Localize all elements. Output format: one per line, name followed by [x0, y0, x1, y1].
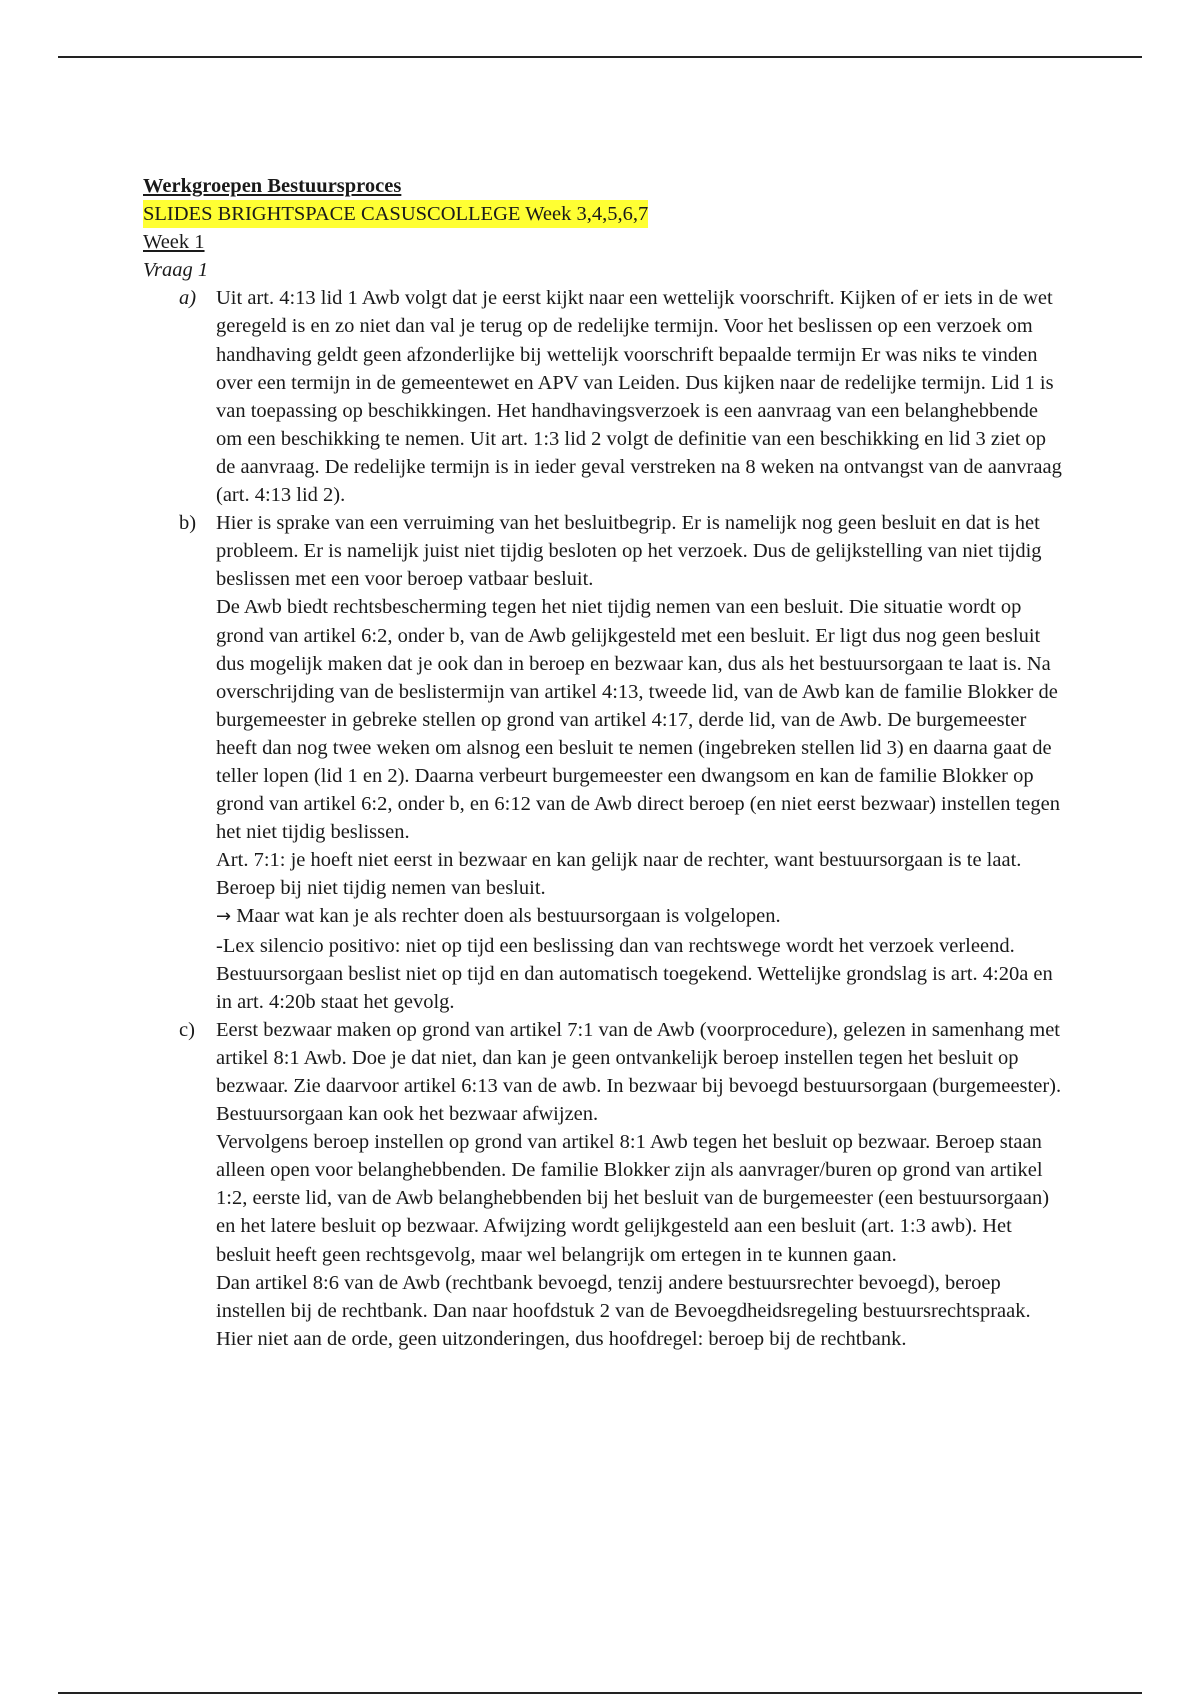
- answer-paragraph: Art. 7:1: je hoeft niet eerst in bezwaar en kan gelijk naar de rechter, want bestuursorgaan is te laat. Beroep bij niet tijdig nemen van besluit.: [216, 849, 1022, 900]
- week-heading: Week 1: [143, 231, 205, 254]
- answer-c: [143, 1016, 1063, 1353]
- slides-highlight: SLIDES BRIGHTSPACE CASUSCOLLEGE Week 3,4,5,6,7: [143, 200, 648, 228]
- answer-paragraph: Eerst bezwaar maken op grond van artikel 7:1 van de Awb (voorprocedure), gelezen in samenhang met artikel 8:1 Awb. Doe je dat niet, dan kan je geen ontvankelijk beroep instellen tegen het besluit op bezwaar. Zie daarvoor artikel 6:13 van de awb. In bezwaar bij bevoegd bestuursorgaan (burgemeester). Bestuursorgaan kan ook het bezwaar afwijzen.: [216, 1018, 1062, 1126]
- header-rule: [58, 56, 1142, 58]
- arrow-line-text: Maar wat kan je als rechter doen als bestuursorgaan is volgelopen.: [231, 905, 781, 928]
- answer-paragraph: -Lex silencio positivo: niet op tijd een beslissing dan van rechtswege wordt het verzoek verleend. Bestuursorgaan beslist niet op tijd en dan automatisch toegekend. Wettelijke grondslag is art. 4:20a en in art. 4:20b staat het gevolg.: [216, 934, 1053, 1013]
- answer-paragraph: Dan artikel 8:6 van de Awb (rechtbank bevoegd, tenzij andere bestuursrechter bevoegd), beroep instellen bij de rechtbank. Dan naar hoofdstuk 2 van de Bevoegdheidsregeling bestuursrechtspraak. Hier niet aan de orde, geen uitzonderingen, dus hoofdregel: beroep bij de rechtbank.: [216, 1271, 1031, 1350]
- answer-marker: c): [179, 1018, 195, 1041]
- footer-rule: [58, 1692, 1142, 1694]
- answer-paragraph: Uit art. 4:13 lid 1 Awb volgt dat je eerst kijkt naar een wettelijk voorschrift. Kijken of er iets in de wet geregeld is en zo niet dan val je terug op de redelijke termijn. Voor het beslissen op een verzoek om handhaving geldt geen afzonderlijke bij wettelijk voorschrift bepaalde termijn Er was niks te vinden over een termijn in de gemeentewet en APV van Leiden. Dus kijken naar de redelijke termijn. Lid 1 is van toepassing op beschikkingen. Het handhavingsverzoek is een aanvraag van een belanghebbende om een beschikking te nemen. Uit art. 1:3 lid 2 volgt de definitie van een beschikking en lid 3 ziet op de aanvraag. De redelijke termijn is in ieder geval verstreken na 8 weken na ontvangst van de aanvraag (art. 4:13 lid 2).: [216, 287, 1062, 507]
- answer-marker: a): [179, 287, 197, 310]
- question-heading: Vraag 1: [143, 259, 209, 282]
- answer-paragraph: De Awb biedt rechtsbescherming tegen het niet tijdig nemen van een besluit. Die situatie wordt op grond van artikel 6:2, onder b, van de Awb gelijkgesteld met een besluit. Er ligt dus nog geen besluit dus mogelijk maken dat je ook dan in beroep en bezwaar kan, dus als het bestuursorgaan te laat is. Na overschrijding van de beslistermijn van artikel 4:13, tweede lid, van de Awb kan de familie Blokker de burgemeester in gebreke stellen op grond van artikel 4:17, derde lid, van de Awb. De burgemeester heeft dan nog twee weken om alsnog een besluit te nemen (ingebreken stellen lid 3) en daarna gaat de teller lopen (lid 1 en 2). Daarna verbeurt burgemeester een dwangsom en kan de familie Blokker op grond van artikel 6:2, onder b, en 6:12 van de Awb direct beroep (en niet eerst bezwaar) instellen tegen het niet tijdig beslissen.: [216, 596, 1061, 844]
- answer-a: [143, 284, 1063, 509]
- arrow-line: [216, 902, 1063, 931]
- answer-marker: b): [179, 512, 197, 535]
- answer-paragraph: Hier is sprake van een verruiming van het besluitbegrip. Er is namelijk nog geen besluit en dat is het probleem. Er is namelijk juist niet tijdig besloten op het verzoek. Dus de gelijkstelling van niet tijdig beslissen met een voor beroep vatbaar besluit.: [216, 512, 1042, 591]
- answer-paragraph: Vervolgens beroep instellen op grond van artikel 8:1 Awb tegen het besluit op bezwaar. Beroep staan alleen open voor belanghebbenden. De familie Blokker zijn als aanvrager/buren op grond van artikel 1:2, eerste lid, van de Awb belanghebbenden bij het besluit van de burgemeester (een bestuursorgaan) en het latere besluit op bezwaar. Afwijzing wordt gelijkgesteld aan een besluit (art. 1:3 awb). Het besluit heeft geen rechtsgevolg, maar wel belangrijk om ertegen in te kunnen gaan.: [216, 1131, 1050, 1266]
- document-title: Werkgroepen Bestuursproces: [143, 175, 402, 197]
- answer-b: [143, 509, 1063, 1016]
- arrow-right-icon: →: [216, 906, 232, 928]
- document-body: [143, 172, 1063, 1353]
